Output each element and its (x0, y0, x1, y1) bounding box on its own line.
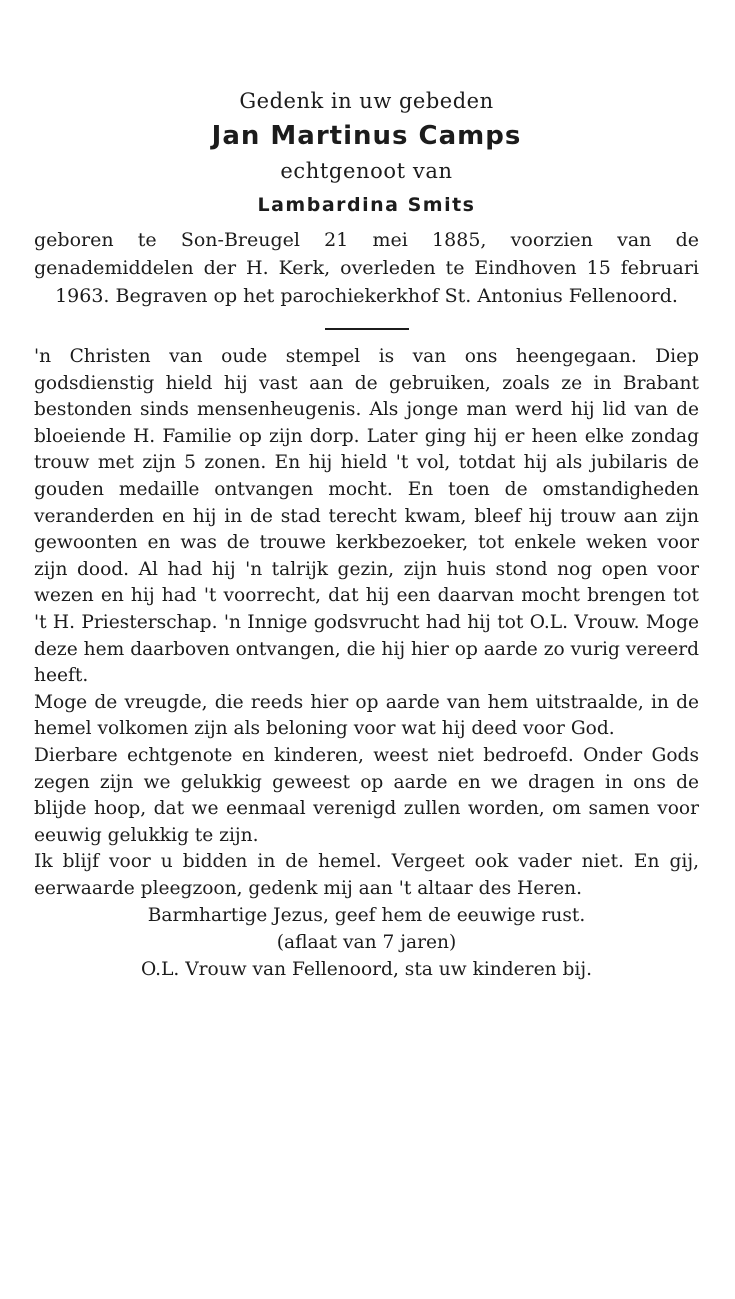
eulogy-paragraph: Moge de vreugde, die reeds hier op aarde van hem uitstraalde, in de hemel volkomen zijn als beloning voor wat hij deed voor God. (34, 691, 699, 740)
indulgence-note: (aflaat van 7 jaren) (276, 932, 457, 954)
closing-invocation: O.L. Vrouw van Fellenoord, sta uw kinderen bij. (141, 959, 592, 981)
birth-death-details: geboren te Son-Breugel 21 mei 1885, voorzien van de genademiddelen der H. Kerk, overleden te Eindhoven 15 februari 1963. Begraven op het parochiekerkhof St. Antonius Fellenoord. (34, 229, 699, 307)
spouse-name: Lambardina Smits (257, 194, 476, 216)
closing-prayer: Barmhartige Jezus, geef hem de eeuwige rust. (147, 905, 586, 927)
eulogy-text (34, 344, 699, 902)
spouse-label: echtgenoot van (280, 159, 453, 183)
eulogy-paragraph: Dierbare echtgenote en kinderen, weest niet bedroefd. Onder Gods zegen zijn we gelukkig geweest op aarde en we dragen in ons de blijde hoop, dat we eenmaal verenigd zullen worden, om samen voor eeuwig gelukkig te zijn. (34, 744, 699, 846)
divider-rule (325, 328, 409, 330)
eulogy-paragraph: 'n Christen van oude stempel is van ons heengegaan. Diep godsdienstig hield hij vast aan de gebruiken, zoals ze in Brabant bestonden sinds mensenheugenis. Als jonge man werd hij lid van de bloeiende H. Familie op zijn dorp. Later ging hij er heen elke zondag trouw met zijn 5 zonen. En hij hield 't vol, totdat hij als jubilaris de gouden medaille ontvangen mocht. En toen de omstandigheden veranderden en hij in de stad terecht kwam, bleef hij trouw aan zijn gewoonten en was de trouwe kerkbezoeker, tot enkele weken voor zijn dood. Al had hij 'n talrijk gezin, zijn huis stond nog open voor wezen en hij had 't voorrecht, dat hij een daarvan mocht brengen tot 't H. Priesterschap. 'n Innige godsvrucht had hij tot O.L. Vrouw. Moge deze hem daarboven ontvangen, die hij hier op aarde zo vurig vereerd heeft. (34, 346, 699, 687)
intro-line: Gedenk in uw gebeden (239, 89, 494, 113)
eulogy-paragraph: Ik blijf voor u bidden in de hemel. Vergeet ook vader niet. En gij, eerwaarde pleegzoon, gedenk mij aan 't altaar des Heren. (34, 851, 699, 899)
deceased-name: Jan Martinus Camps (211, 121, 522, 151)
